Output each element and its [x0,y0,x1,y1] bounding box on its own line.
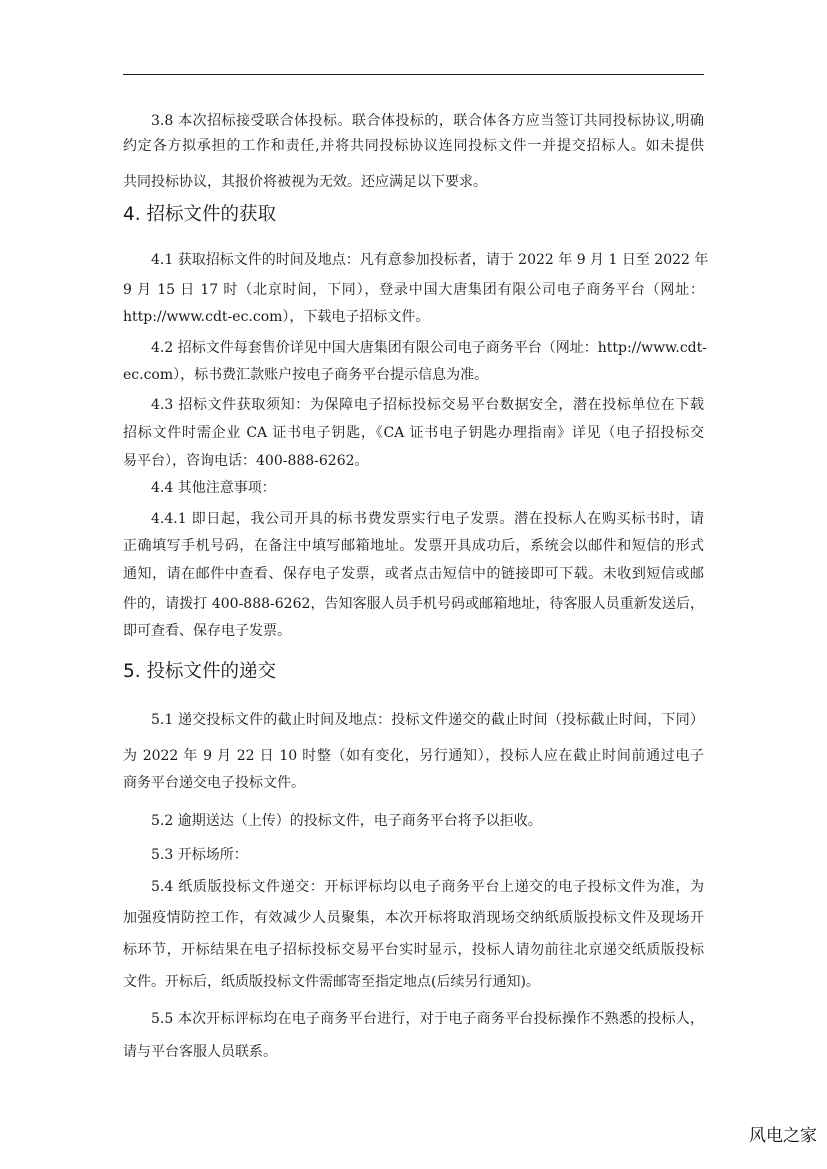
header-rule [123,74,704,75]
para-5-4-line-1: 5.4 纸质版投标文件递交：开标评标均以电子商务平台上递交的电子投标文件为准，为 [151,879,704,895]
para-4-4-1-line-2: 正确填写手机号码，在备注中填写邮箱地址。发票开具成功后，系统会以邮件和短信的形式 [123,538,704,554]
para-4-3-line-1: 4.3 招标文件获取须知：为保障电子招标投标交易平台数据安全，潜在投标单位在下载 [151,397,704,413]
site-watermark: 风电之家 [749,1126,817,1146]
para-3-8-line-3: 共同投标协议，其报价将被视为无效。还应满足以下要求。 [123,174,487,190]
para-5-4-line-4: 文件。开标后，纸质版投标文件需邮寄至指定地点(后续另行通知)。 [123,974,540,990]
para-5-1-line-3: 商务平台递交电子投标文件。 [123,775,305,791]
para-4-4-line-1: 4.4 其他注意事项： [151,480,276,496]
para-5-1-line-1: 5.1 递交投标文件的截止时间及地点：投标文件递交的截止时间（投标截止时间，下同） [151,712,704,728]
para-4-2-line-2: ec.com），标书费汇款账户按电子商务平台提示信息为准。 [123,367,489,383]
para-4-3-line-3: 易平台），咨询电话：400-888-6262。 [123,453,369,469]
para-4-1-line-1: 4.1 获取招标文件的时间及地点：凡有意参加投标者，请于 2022 年 9 月 1 日至 2022 年 [151,252,709,268]
para-3-8-line-2: 约定各方拟承担的工作和责任,并将共同投标协议连同投标文件一并提交招标人。如未提供 [123,138,704,154]
para-4-4-1-line-4: 件的，请拨打 400-888-6262，告知客服人员手机号码或邮箱地址，待客服人员重新发送后， [123,596,704,612]
para-4-2-line-1: 4.2 招标文件每套售价详见中国大唐集团有限公司电子商务平台（网址：http://www.cdt- [151,340,707,356]
para-4-1-line-2: 9 月 15 日 17 时（北京时间，下同），登录中国大唐集团有限公司电子商务平台（网址： [123,282,704,298]
para-4-4-1-line-1: 4.4.1 即日起，我公司开具的标书费发票实行电子发票。潜在投标人在购买标书时，请 [151,511,704,527]
para-5-4-line-2: 加强疫情防控工作，有效减少人员聚集，本次开标将取消现场交纳纸质版投标文件及现场开 [123,910,704,926]
para-5-5-line-1: 5.5 本次开标评标均在电子商务平台进行，对于电子商务平台投标操作不熟悉的投标人， [151,1011,704,1027]
section-4-heading: 4. 招标文件的获取 [123,204,277,225]
para-3-8-line-1: 3.8 本次招标接受联合体投标。联合体投标的，联合体各方应当签订共同投标协议,明确 [151,113,704,129]
para-4-3-line-2: 招标文件时需企业 CA 证书电子钥匙，《CA 证书电子钥匙办理指南》详见（电子招投标交 [123,425,704,441]
para-5-3-line-1: 5.3 开标场所： [151,847,248,863]
para-4-4-1-line-5: 即可查看、保存电子发票。 [123,623,291,639]
para-5-5-line-2: 请与平台客服人员联系。 [123,1044,277,1060]
section-5-heading: 5. 投标文件的递交 [123,661,277,682]
para-4-1-line-3: http://www.cdt-ec.com），下载电子招标文件。 [123,309,430,325]
para-5-4-line-3: 标环节，开标结果在电子招标投标交易平台实时显示，投标人请勿前往北京递交纸质版投标 [123,942,704,958]
para-5-1-line-2: 为 2022 年 9 月 22 日 10 时整（如有变化，另行通知），投标人应在截止时间前通过电子 [123,748,704,764]
para-4-4-1-line-3: 通知，请在邮件中查看、保存电子发票，或者点击短信中的链接即可下载。未收到短信或邮 [123,566,704,582]
para-5-2-line-1: 5.2 逾期送达（上传）的投标文件，电子商务平台将予以拒收。 [151,813,542,829]
